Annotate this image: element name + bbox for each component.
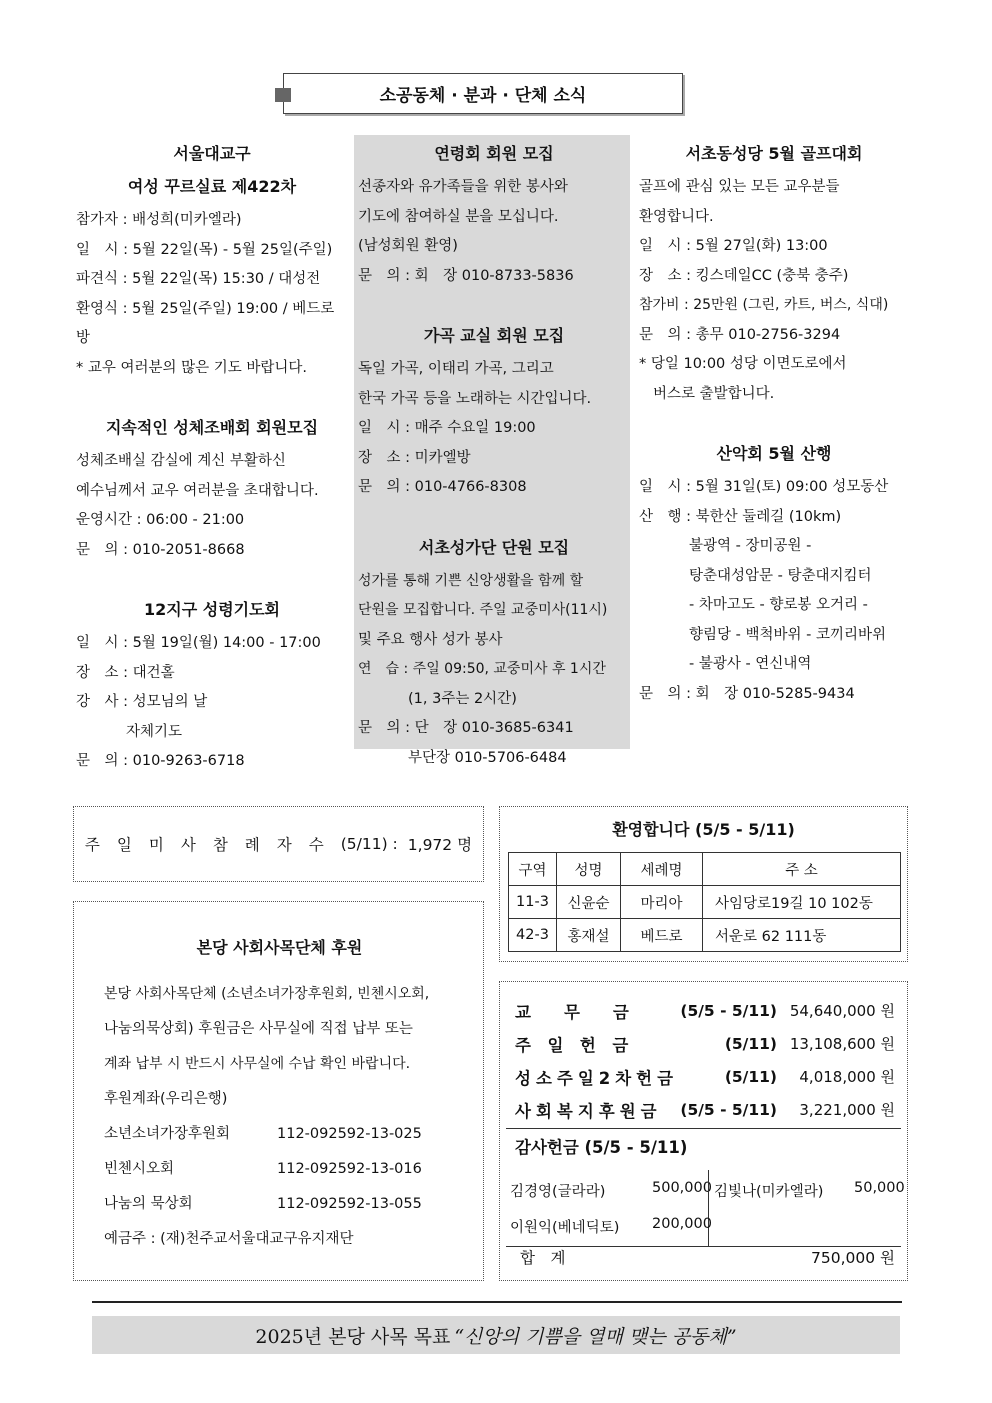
finance-period: (5/11) <box>724 1034 777 1053</box>
account-row <box>104 1187 483 1222</box>
notice-line: 부단장 010-5706-6484 <box>408 749 567 766</box>
notice-title: 12지구 성령기도회 <box>143 600 281 619</box>
finance-name: 주 일 헌 금 <box>515 1035 629 1055</box>
divider <box>506 1128 901 1129</box>
finance-amount: 54,640,000 원 <box>789 1002 895 1020</box>
total-label: 합 계 <box>520 1249 566 1267</box>
notice-line: 골프에 관심 있는 모든 교우분들 <box>639 179 840 195</box>
notice-line: 일 시 : 매주 수요일 19:00 <box>358 420 536 436</box>
attendance-box <box>73 806 484 882</box>
welcome-title: 환영합니다 (5/5 - 5/11) <box>612 820 795 839</box>
attendance-period: (5/11) : <box>340 835 398 853</box>
attendance-count: 1,972 명 <box>407 836 473 854</box>
footer-banner <box>92 1316 900 1354</box>
notice-line: 일 시 : 5월 22일(목) - 5월 25일(주일) <box>76 241 333 258</box>
notice-line: 자체기도 <box>126 723 183 740</box>
finance-amount: 3,221,000 원 <box>799 1101 895 1119</box>
notice-line: 파견식 : 5월 22일(목) 15:30 / 대성전 <box>76 271 321 287</box>
notice-line: 강 사 : 성모님의 날 <box>76 694 208 710</box>
notice-line: * 당일 10:00 성당 이면도로에서 <box>639 356 847 372</box>
account-number: 112-092592-13-016 <box>277 1161 422 1177</box>
notice-line: 참가자 : 배성희(미카엘라) <box>76 212 242 228</box>
total-amount: 750,000 원 <box>811 1249 895 1267</box>
notice-line: 기도에 참여하실 분을 모십니다. <box>358 208 559 225</box>
account-name: 나눔의 묵상회 <box>104 1196 193 1212</box>
finance-name: 사회복지후원금 <box>515 1101 662 1121</box>
notice-line: 환영합니다. <box>639 208 714 225</box>
notice-line: 장 소 : 대건홀 <box>76 664 175 681</box>
notice-line: 탕춘대성암문 - 탕춘대지킴터 <box>689 567 872 584</box>
notice-title: 서초동성당 5월 골프대회 <box>685 144 863 163</box>
donor-name: 이원익(베네딕토) <box>510 1220 620 1236</box>
square-bullet-icon <box>275 88 291 102</box>
notice-line: 일 시 : 5월 19일(월) 14:00 - 17:00 <box>76 635 321 651</box>
finance-row <box>515 1093 895 1126</box>
notice-line: 한국 가곡 등을 노래하는 시간입니다. <box>358 390 592 407</box>
column-left <box>76 135 348 777</box>
notice-title: 지속적인 성체조배회 회원모집 <box>105 418 319 437</box>
support-line: 계좌 납부 시 반드시 사무실에 수납 확인 바랍니다. <box>104 1056 411 1072</box>
notice-line: 버스로 출발합니다. <box>653 385 775 402</box>
column-right <box>639 135 909 709</box>
notice-title: 연령회 회원 모집 <box>434 144 554 163</box>
finance-period: (5/5 - 5/11) <box>680 1100 777 1119</box>
notice-line: * 교우 여러분의 많은 기도 바랍니다. <box>76 359 308 376</box>
account-row <box>104 1152 483 1187</box>
notice-line: - 차마고도 - 향로봉 오거리 - <box>689 597 868 613</box>
notice-line: (남성회원 환영) <box>358 238 458 254</box>
support-line: 나눔의묵상회) 후원금은 사무실에 직접 납부 또는 <box>104 1021 413 1037</box>
notice-line: 산 행 : 북한산 둘레길 (10km) <box>639 508 842 525</box>
table-row <box>509 919 901 952</box>
notice-line: 성체조배실 감실에 계신 부활하신 <box>76 453 286 469</box>
notice-line: - 불광사 - 연신내역 <box>689 656 812 672</box>
notice-title: 가곡 교실 회원 모집 <box>423 326 565 345</box>
notice-line: 문 의 : 010-2051-8668 <box>76 541 245 558</box>
table-cell: 홍재설 <box>557 919 621 952</box>
notice-title: 서초성가단 단원 모집 <box>418 537 570 557</box>
table-cell: 서운로 62 111동 <box>703 919 901 952</box>
notice-line: 문 의 : 010-4766-8308 <box>358 479 527 495</box>
notice-line: 환영식 : 5월 25일(주일) 19:00 / 베드로방 <box>76 300 335 346</box>
notice-line: 일 시 : 5월 27일(화) 13:00 <box>639 238 828 254</box>
finance-name: 성소주일2차헌금 <box>515 1068 679 1088</box>
table-cell: 신윤순 <box>557 886 621 919</box>
notice-line: 문 의 : 단 장 010-3685-6341 <box>358 720 574 736</box>
donor-amount: 500,000 <box>652 1180 712 1196</box>
notice-line: 연 습 : 주일 09:50, 교중미사 후 1시간 <box>358 661 606 677</box>
notice-line: 운영시간 : 06:00 - 21:00 <box>76 512 245 528</box>
finance-period: (5/11) <box>724 1067 777 1086</box>
notice-title: 여성 꾸르실료 제422차 <box>127 177 297 196</box>
notice-line: 장 소 : 미카엘방 <box>358 449 471 466</box>
notice-title: 산악회 5월 산행 <box>716 444 832 463</box>
account-number: 112-092592-13-055 <box>277 1196 422 1212</box>
donor-name: 김경영(글라라) <box>510 1184 606 1200</box>
notice-line: 성가를 통해 기쁜 신앙생활을 함께 할 <box>358 572 584 589</box>
notice-line: 문 의 : 010-9263-6718 <box>76 753 245 769</box>
notice-line: 선종자와 유가족들을 위한 봉사와 <box>358 179 568 195</box>
support-box <box>73 901 484 1281</box>
footer-motto: “신앙의 기쁨을 열매 맺는 공동체” <box>454 1325 737 1348</box>
account-holder: 예금주 : (재)천주교서울대교구유지재단 <box>104 1231 354 1247</box>
notice-line: 불광역 - 장미공원 - <box>689 538 812 554</box>
notice-line: 예수님께서 교우 여러분을 초대합니다. <box>76 482 319 499</box>
table-cell: 사임당로19길 10 102동 <box>703 886 901 919</box>
welcome-box <box>499 806 908 962</box>
attendance-label: 주일미사참례자수 <box>84 836 341 854</box>
notice-line: 장 소 : 킹스데일CC (충북 충주) <box>639 267 849 284</box>
table-cell: 베드로 <box>621 919 703 952</box>
finance-row <box>515 994 895 1027</box>
notice-line: 문 의 : 회 장 010-8733-5836 <box>358 267 574 284</box>
support-line: 본당 사회사목단체 (소년소녀가장후원회, 빈첸시오회, <box>104 986 430 1002</box>
notice-line: 참가비 : 25만원 (그린, 카트, 버스, 식대) <box>639 297 889 313</box>
table-cell: 마리아 <box>621 886 703 919</box>
table-cell: 11-3 <box>509 886 557 919</box>
divider <box>708 1170 709 1246</box>
table-header: 구역 <box>509 853 557 886</box>
finance-period: (5/5 - 5/11) <box>680 1001 777 1020</box>
footer-prefix: 2025년 본당 사목 목표 <box>255 1325 451 1348</box>
support-title: 본당 사회사목단체 후원 <box>196 938 363 957</box>
notice-line: 문 의 : 총무 010-2756-3294 <box>639 326 841 343</box>
finance-name: 교 무 금 <box>515 1002 629 1022</box>
table-header: 세례명 <box>621 853 703 886</box>
table-header: 주 소 <box>703 853 901 886</box>
finance-row <box>515 1060 895 1093</box>
table-header-row <box>509 853 901 886</box>
finance-amount: 4,018,000 원 <box>799 1068 895 1086</box>
section-title: 소공동체 · 분과 · 단체 소식 <box>379 86 587 106</box>
total-row <box>520 1246 895 1268</box>
column-middle <box>354 135 630 766</box>
donor-name: 김빛나(미카엘라) <box>714 1184 824 1200</box>
finance-row <box>515 1027 895 1060</box>
notice-line: 단원을 모집합니다. 주일 교중미사(11시) <box>358 602 608 618</box>
account-number: 112-092592-13-025 <box>277 1126 422 1142</box>
thanks-title: 감사헌금 (5/5 - 5/11) <box>515 1138 688 1157</box>
table-cell: 42-3 <box>509 919 557 952</box>
donor-amount: 50,000 <box>854 1180 905 1196</box>
notice-line: 향림당 - 백척바위 - 코끼리바위 <box>689 626 886 643</box>
support-line: 후원계좌(우리은행) <box>104 1091 228 1107</box>
finance-box <box>499 981 908 1281</box>
table-row <box>509 886 901 919</box>
footer-divider <box>92 1301 902 1303</box>
account-name: 소년소녀가장후원회 <box>104 1126 231 1142</box>
table-header: 성명 <box>557 853 621 886</box>
notice-title: 서울대교구 <box>173 144 251 163</box>
notice-line: 일 시 : 5월 31일(토) 09:00 성모동산 <box>639 479 889 495</box>
notice-line: 독일 가곡, 이태리 가곡, 그리고 <box>358 361 554 377</box>
section-header <box>283 73 683 114</box>
notice-line: 문 의 : 회 장 010-5285-9434 <box>639 685 855 702</box>
account-row <box>104 1117 483 1152</box>
finance-amount: 13,108,600 원 <box>789 1035 895 1053</box>
welcome-table <box>508 852 901 952</box>
account-name: 빈첸시오회 <box>104 1161 175 1177</box>
donor-amount: 200,000 <box>652 1216 712 1232</box>
notice-line: (1, 3주는 2시간) <box>408 690 517 707</box>
notice-line: 및 주요 행사 성가 봉사 <box>358 631 503 648</box>
